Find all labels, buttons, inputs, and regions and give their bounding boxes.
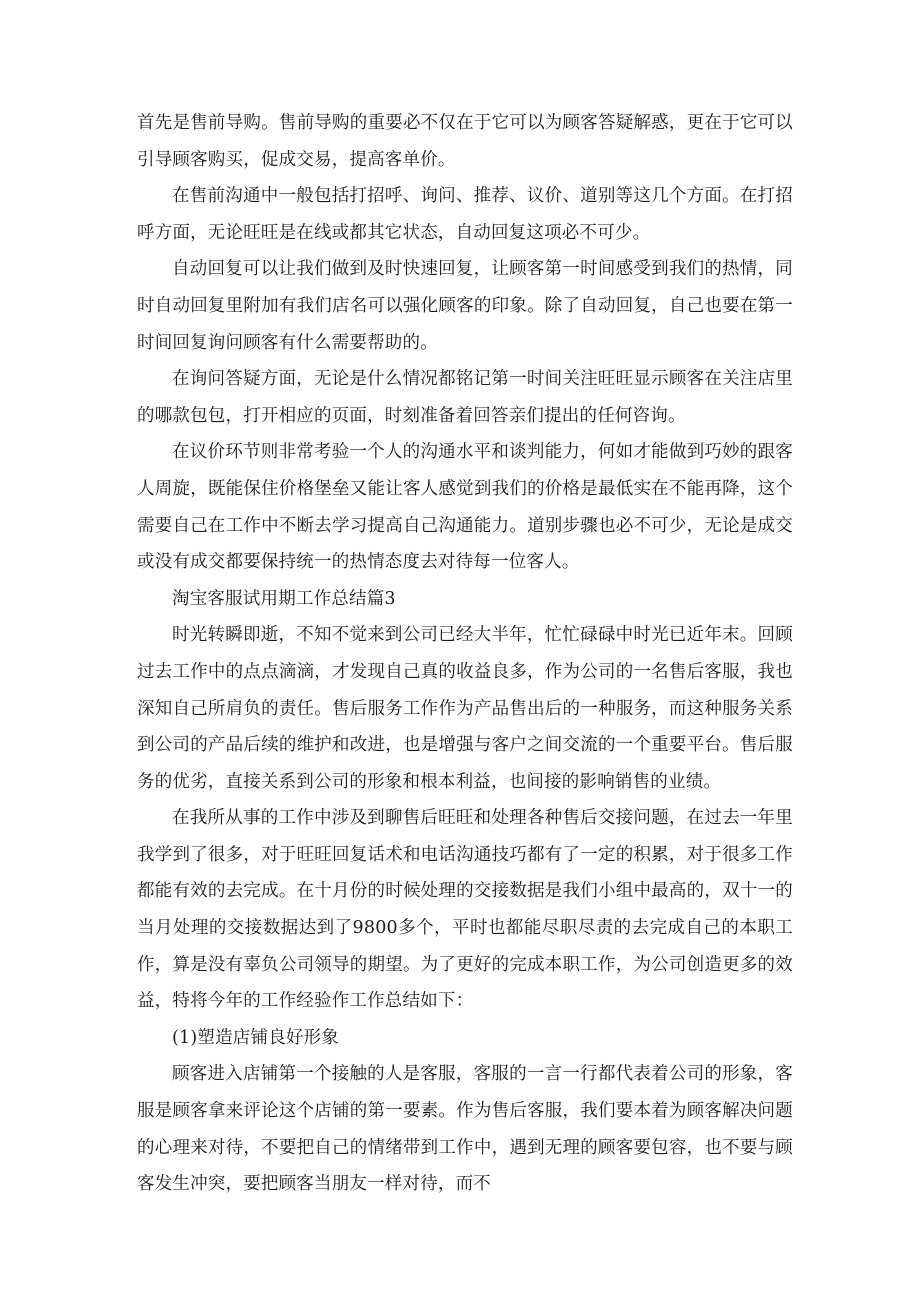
paragraph-customer-first-contact: 顾客进入店铺第一个接触的人是客服，客服的一言一行都代表着公司的形象，客服是顾客拿来评论这个店铺的第一要素。作为售后客服，我们要本着为顾客解决问题的心理来对待，不要把自己的情绪带到工作中，遇到无理的顾客要包容，也不要与顾客发生冲突，要把顾客当朋友一样对待，而不 xyxy=(137,1064,793,1195)
paragraph-time-review: 时光转瞬即逝，不知不觉来到公司已经大半年，忙忙碌碌中时光已近年末。回顾过去工作中的点点滴滴，才发现自己真的收益良多，作为公司的一名售后客服，我也深知自己所肩负的责任。售后服务工作作为产品售出后的一种服务，而这种服务关系到公司的产品后续的维护和改进，也是增强与客户之间交流的一个重要平台。售后服务的优劣，直接关系到公司的形象和根本利益，也间接的影响销售的业绩。 xyxy=(137,625,793,792)
subheading-store-image: (1)塑造店铺良好形象 xyxy=(172,1027,339,1048)
document-body xyxy=(137,105,793,1203)
paragraph-presales-guide: 首先是售前导购。售前导购的重要必不仅在于它可以为顾客答疑解惑，更在于它可以引导顾客购买，促成交易，提高客单价。 xyxy=(137,113,793,170)
paragraph-inquiry: 在询问答疑方面，无论是什么情况都铭记第一时间关注旺旺显示顾客在关注店里的哪款包包，打开相应的页面，时刻准备着回答亲们提出的任何咨询。 xyxy=(137,369,793,426)
section-title: 淘宝客服试用期工作总结篇3 xyxy=(172,588,396,609)
paragraph-presales-communication: 在售前沟通中一般包括打招呼、询问、推荐、议价、道别等这几个方面。在打招呼方面，无论旺旺是在线或都其它状态，自动回复这项必不可少。 xyxy=(137,186,793,243)
paragraph-work-experience: 在我所从事的工作中涉及到聊售后旺旺和处理各种售后交接问题，在过去一年里我学到了很多，对于旺旺回复话术和电话沟通技巧都有了一定的积累，对于很多工作都能有效的去完成。在十月份的时候处理的交接数据是我们小组中最高的，双十一的当月处理的交接数据达到了9800多个，平时也都能尽职尽责的去完成自己的本职工作，算是没有辜负公司领导的期望。为了更好的完成本职工作，为公司创造更多的效益，特将今年的工作经验作工作总结如下： xyxy=(137,808,793,1012)
paragraph-bargaining: 在议价环节则非常考验一个人的沟通水平和谈判能力，何如才能做到巧妙的跟客人周旋，既能保住价格堡垒又能让客人感觉到我们的价格是最低实在不能再降，这个需要自己在工作中不断去学习提高自己沟通能力。道别步骤也必不可少，无论是成交或没有成交都要保持统一的热情态度去对待每一位客人。 xyxy=(137,442,793,573)
paragraph-auto-reply: 自动回复可以让我们做到及时快速回复，让顾客第一时间感受到我们的热情，同时自动回复里附加有我们店名可以强化顾客的印象。除了自动回复，自己也要在第一时间回复询问顾客有什么需要帮助的。 xyxy=(137,259,793,353)
